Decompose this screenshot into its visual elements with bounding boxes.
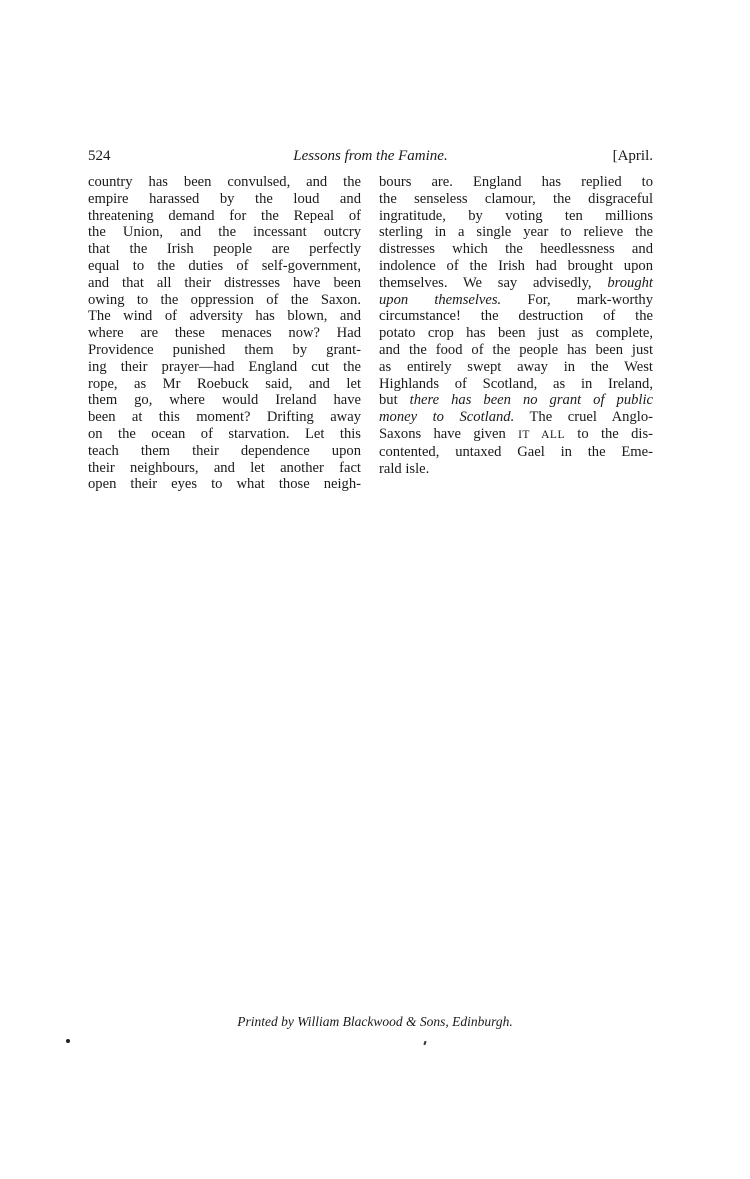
page-number: 524 xyxy=(88,148,111,164)
text-line: potato crop has been just as complete, xyxy=(379,325,653,342)
text-line xyxy=(379,409,653,426)
text-line: Highlands of Scotland, as in Ireland, xyxy=(379,375,653,392)
text-line: The wind of adversity has blown, and xyxy=(88,308,361,325)
print-speck xyxy=(423,1041,426,1045)
text-line: empire harassed by the loud and xyxy=(88,190,361,207)
text-line xyxy=(379,426,653,444)
text-line: ing their prayer—had England cut the xyxy=(88,358,361,375)
text-line: equal to the duties of self-government, xyxy=(88,257,361,274)
text-run: The cruel Anglo- xyxy=(529,409,653,426)
text-line: rope, as Mr Roebuck said, and let xyxy=(88,375,361,392)
text-line: open their eyes to what those neigh- xyxy=(88,476,361,493)
text-run: Saxons have given xyxy=(379,425,506,442)
text-line xyxy=(379,292,653,309)
text-run: to the dis- xyxy=(577,425,653,442)
text-line: the senseless clamour, the disgraceful xyxy=(379,190,653,207)
running-title: Lessons from the Famine. xyxy=(293,148,448,164)
emphasis-text: money to Scotland. xyxy=(379,409,515,426)
text-line xyxy=(379,275,653,292)
text-line: ingratitude, by voting ten millions xyxy=(379,207,653,224)
text-line: been at this moment? Drifting away xyxy=(88,409,361,426)
text-line: threatening demand for the Repeal of xyxy=(88,207,361,224)
text-line: contented, untaxed Gael in the Eme- xyxy=(379,443,653,460)
text-run: but xyxy=(379,392,398,409)
print-speck xyxy=(66,1039,70,1043)
text-line: the Union, and the incessant outcry xyxy=(88,224,361,241)
printer-imprint: Printed by William Blackwood & Sons, Edinburgh. xyxy=(237,1014,513,1029)
emphasis-text: there has been no grant of public xyxy=(409,392,654,409)
text-line: circumstance! the destruction of the xyxy=(379,308,653,325)
right-column xyxy=(379,174,653,477)
text-line: on the ocean of starvation. Let this xyxy=(88,425,361,442)
text-line: bours are. England has replied to xyxy=(379,174,653,190)
text-line: indolence of the Irish had brought upon xyxy=(379,257,653,274)
text-line xyxy=(379,392,653,409)
text-run: For, mark-worthy xyxy=(527,291,653,308)
text-line: teach them their dependence upon xyxy=(88,442,361,459)
text-line: as entirely swept away in the West xyxy=(379,358,653,375)
small-caps-text: IT ALL xyxy=(518,428,565,441)
running-header xyxy=(88,145,653,167)
text-line: sterling in a single year to relieve the xyxy=(379,224,653,241)
text-line: distresses which the heedlessness and xyxy=(379,241,653,258)
left-column xyxy=(88,174,361,493)
emphasis-text: upon themselves. xyxy=(379,291,502,308)
text-run: themselves. We say advisedly, xyxy=(379,274,592,291)
text-line: rald isle. xyxy=(379,460,430,477)
issue-date: [April. xyxy=(612,148,653,164)
emphasis-text: brought xyxy=(607,274,653,291)
text-line: Providence punished them by grant- xyxy=(88,341,361,358)
text-line: and that all their distresses have been xyxy=(88,274,361,291)
text-line: where are these menaces now? Had xyxy=(88,325,361,342)
text-line: them go, where would Ireland have xyxy=(88,392,361,409)
text-line: country has been convulsed, and the xyxy=(88,174,361,190)
text-line: their neighbours, and let another fact xyxy=(88,459,361,476)
text-line: that the Irish people are perfectly xyxy=(88,241,361,258)
text-line: and the food of the people has been just xyxy=(379,341,653,358)
text-line: owing to the oppression of the Saxon. xyxy=(88,291,361,308)
